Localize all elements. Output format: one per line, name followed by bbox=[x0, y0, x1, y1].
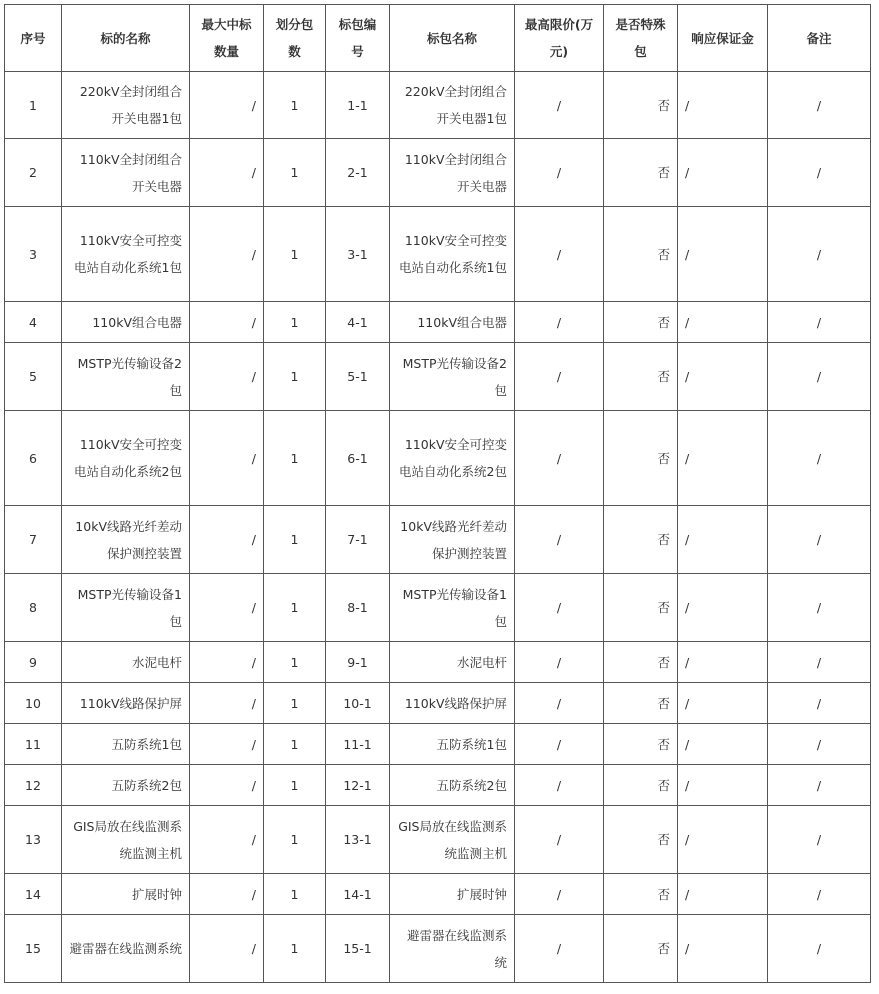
row-special-package-cell: 否 bbox=[604, 302, 678, 343]
row-remark-cell: / bbox=[768, 806, 871, 874]
table-row bbox=[5, 724, 871, 765]
row-special-package-cell: 否 bbox=[604, 343, 678, 411]
row-package-no-cell: 15-1 bbox=[326, 915, 390, 983]
row-price-limit-cell: / bbox=[515, 343, 604, 411]
row-seq-cell: 14 bbox=[5, 874, 62, 915]
row-price-limit-cell: / bbox=[515, 915, 604, 983]
row-seq-cell: 11 bbox=[5, 724, 62, 765]
row-package-count-cell: 1 bbox=[264, 411, 326, 506]
row-max-quantity-cell: / bbox=[190, 411, 264, 506]
row-package-count-cell: 1 bbox=[264, 302, 326, 343]
row-package-name-cell: 110kV安全可控变电站自动化系统2包 bbox=[390, 411, 515, 506]
row-price-limit-cell: / bbox=[515, 874, 604, 915]
row-package-no-cell: 3-1 bbox=[326, 207, 390, 302]
row-seq-cell: 3 bbox=[5, 207, 62, 302]
row-max-quantity-cell: / bbox=[190, 207, 264, 302]
table-row bbox=[5, 72, 871, 139]
row-seq-cell: 6 bbox=[5, 411, 62, 506]
row-seq-cell: 2 bbox=[5, 139, 62, 207]
row-price-limit-cell: / bbox=[515, 765, 604, 806]
table-row bbox=[5, 343, 871, 411]
row-special-package-cell: 否 bbox=[604, 139, 678, 207]
row-max-quantity-cell: / bbox=[190, 302, 264, 343]
row-package-name-cell: 五防系统2包 bbox=[390, 765, 515, 806]
table-row bbox=[5, 574, 871, 642]
row-package-name-cell: MSTP光传输设备1包 bbox=[390, 574, 515, 642]
row-package-name-cell: 扩展时钟 bbox=[390, 874, 515, 915]
row-item-name-cell: 110kV安全可控变电站自动化系统1包 bbox=[62, 207, 190, 302]
row-max-quantity-cell: / bbox=[190, 683, 264, 724]
row-remark-cell: / bbox=[768, 724, 871, 765]
row-remark-cell: / bbox=[768, 765, 871, 806]
row-package-count-cell: 1 bbox=[264, 765, 326, 806]
row-max-quantity-cell: / bbox=[190, 915, 264, 983]
header-package-count: 划分包数 bbox=[264, 5, 326, 72]
header-special-package: 是否特殊包 bbox=[604, 5, 678, 72]
row-package-count-cell: 1 bbox=[264, 642, 326, 683]
row-remark-cell: / bbox=[768, 874, 871, 915]
row-special-package-cell: 否 bbox=[604, 806, 678, 874]
row-item-name-cell: 五防系统2包 bbox=[62, 765, 190, 806]
row-price-limit-cell: / bbox=[515, 683, 604, 724]
row-price-limit-cell: / bbox=[515, 302, 604, 343]
header-seq: 序号 bbox=[5, 5, 62, 72]
row-item-name-cell: GIS局放在线监测系统监测主机 bbox=[62, 806, 190, 874]
row-max-quantity-cell: / bbox=[190, 343, 264, 411]
row-max-quantity-cell: / bbox=[190, 642, 264, 683]
row-seq-cell: 7 bbox=[5, 506, 62, 574]
table-row bbox=[5, 302, 871, 343]
row-deposit-cell: / bbox=[678, 343, 768, 411]
row-package-count-cell: 1 bbox=[264, 574, 326, 642]
row-deposit-cell: / bbox=[678, 765, 768, 806]
header-price-limit: 最高限价(万元) bbox=[515, 5, 604, 72]
row-special-package-cell: 否 bbox=[604, 683, 678, 724]
row-item-name-cell: 220kV全封闭组合开关电器1包 bbox=[62, 72, 190, 139]
row-remark-cell: / bbox=[768, 72, 871, 139]
row-item-name-cell: 五防系统1包 bbox=[62, 724, 190, 765]
row-max-quantity-cell: / bbox=[190, 139, 264, 207]
row-special-package-cell: 否 bbox=[604, 874, 678, 915]
row-item-name-cell: 110kV线路保护屏 bbox=[62, 683, 190, 724]
row-package-no-cell: 2-1 bbox=[326, 139, 390, 207]
row-deposit-cell: / bbox=[678, 915, 768, 983]
row-max-quantity-cell: / bbox=[190, 72, 264, 139]
row-package-name-cell: GIS局放在线监测系统监测主机 bbox=[390, 806, 515, 874]
header-package-name: 标包名称 bbox=[390, 5, 515, 72]
row-price-limit-cell: / bbox=[515, 506, 604, 574]
row-price-limit-cell: / bbox=[515, 642, 604, 683]
row-special-package-cell: 否 bbox=[604, 72, 678, 139]
row-package-no-cell: 10-1 bbox=[326, 683, 390, 724]
row-deposit-cell: / bbox=[678, 139, 768, 207]
row-special-package-cell: 否 bbox=[604, 915, 678, 983]
header-package-no: 标包编号 bbox=[326, 5, 390, 72]
row-deposit-cell: / bbox=[678, 72, 768, 139]
row-remark-cell: / bbox=[768, 574, 871, 642]
row-item-name-cell: 扩展时钟 bbox=[62, 874, 190, 915]
row-package-no-cell: 9-1 bbox=[326, 642, 390, 683]
row-deposit-cell: / bbox=[678, 642, 768, 683]
row-package-name-cell: 10kV线路光纤差动保护测控装置 bbox=[390, 506, 515, 574]
row-seq-cell: 13 bbox=[5, 806, 62, 874]
table-row bbox=[5, 506, 871, 574]
row-deposit-cell: / bbox=[678, 683, 768, 724]
row-remark-cell: / bbox=[768, 683, 871, 724]
row-item-name-cell: 避雷器在线监测系统 bbox=[62, 915, 190, 983]
row-remark-cell: / bbox=[768, 642, 871, 683]
table-row bbox=[5, 683, 871, 724]
row-special-package-cell: 否 bbox=[604, 642, 678, 683]
row-special-package-cell: 否 bbox=[604, 724, 678, 765]
row-deposit-cell: / bbox=[678, 806, 768, 874]
row-remark-cell: / bbox=[768, 411, 871, 506]
row-package-name-cell: 220kV全封闭组合开关电器1包 bbox=[390, 72, 515, 139]
row-deposit-cell: / bbox=[678, 506, 768, 574]
row-deposit-cell: / bbox=[678, 207, 768, 302]
row-package-count-cell: 1 bbox=[264, 806, 326, 874]
row-item-name-cell: 110kV组合电器 bbox=[62, 302, 190, 343]
row-special-package-cell: 否 bbox=[604, 574, 678, 642]
row-max-quantity-cell: / bbox=[190, 574, 264, 642]
row-special-package-cell: 否 bbox=[604, 411, 678, 506]
row-package-count-cell: 1 bbox=[264, 915, 326, 983]
table-container bbox=[4, 4, 871, 983]
row-package-name-cell: 110kV安全可控变电站自动化系统1包 bbox=[390, 207, 515, 302]
row-package-count-cell: 1 bbox=[264, 874, 326, 915]
row-package-no-cell: 5-1 bbox=[326, 343, 390, 411]
row-item-name-cell: 110kV全封闭组合开关电器 bbox=[62, 139, 190, 207]
table-body bbox=[5, 72, 871, 983]
row-price-limit-cell: / bbox=[515, 139, 604, 207]
row-seq-cell: 1 bbox=[5, 72, 62, 139]
row-deposit-cell: / bbox=[678, 302, 768, 343]
row-remark-cell: / bbox=[768, 343, 871, 411]
row-package-no-cell: 8-1 bbox=[326, 574, 390, 642]
row-deposit-cell: / bbox=[678, 724, 768, 765]
row-package-name-cell: 五防系统1包 bbox=[390, 724, 515, 765]
row-seq-cell: 8 bbox=[5, 574, 62, 642]
row-package-no-cell: 12-1 bbox=[326, 765, 390, 806]
row-remark-cell: / bbox=[768, 915, 871, 983]
row-remark-cell: / bbox=[768, 506, 871, 574]
row-max-quantity-cell: / bbox=[190, 874, 264, 915]
row-special-package-cell: 否 bbox=[604, 506, 678, 574]
table-row bbox=[5, 139, 871, 207]
row-package-no-cell: 11-1 bbox=[326, 724, 390, 765]
row-special-package-cell: 否 bbox=[604, 207, 678, 302]
row-package-name-cell: 水泥电杆 bbox=[390, 642, 515, 683]
table-row bbox=[5, 915, 871, 983]
row-seq-cell: 10 bbox=[5, 683, 62, 724]
row-package-count-cell: 1 bbox=[264, 506, 326, 574]
row-seq-cell: 9 bbox=[5, 642, 62, 683]
table-row bbox=[5, 411, 871, 506]
row-package-name-cell: 110kV全封闭组合开关电器 bbox=[390, 139, 515, 207]
row-item-name-cell: 10kV线路光纤差动保护测控装置 bbox=[62, 506, 190, 574]
row-price-limit-cell: / bbox=[515, 207, 604, 302]
row-item-name-cell: 110kV安全可控变电站自动化系统2包 bbox=[62, 411, 190, 506]
row-price-limit-cell: / bbox=[515, 72, 604, 139]
row-deposit-cell: / bbox=[678, 874, 768, 915]
header-max-quantity: 最大中标数量 bbox=[190, 5, 264, 72]
row-seq-cell: 5 bbox=[5, 343, 62, 411]
row-price-limit-cell: / bbox=[515, 411, 604, 506]
row-package-no-cell: 4-1 bbox=[326, 302, 390, 343]
row-seq-cell: 12 bbox=[5, 765, 62, 806]
row-package-count-cell: 1 bbox=[264, 683, 326, 724]
row-package-name-cell: MSTP光传输设备2包 bbox=[390, 343, 515, 411]
row-deposit-cell: / bbox=[678, 574, 768, 642]
header-remark: 备注 bbox=[768, 5, 871, 72]
row-package-name-cell: 110kV线路保护屏 bbox=[390, 683, 515, 724]
row-package-no-cell: 14-1 bbox=[326, 874, 390, 915]
row-seq-cell: 15 bbox=[5, 915, 62, 983]
row-price-limit-cell: / bbox=[515, 806, 604, 874]
row-remark-cell: / bbox=[768, 207, 871, 302]
header-item-name: 标的名称 bbox=[62, 5, 190, 72]
table-row bbox=[5, 642, 871, 683]
row-package-count-cell: 1 bbox=[264, 72, 326, 139]
row-package-count-cell: 1 bbox=[264, 343, 326, 411]
table-row bbox=[5, 806, 871, 874]
row-max-quantity-cell: / bbox=[190, 724, 264, 765]
row-package-name-cell: 避雷器在线监测系统 bbox=[390, 915, 515, 983]
row-package-count-cell: 1 bbox=[264, 139, 326, 207]
row-deposit-cell: / bbox=[678, 411, 768, 506]
row-remark-cell: / bbox=[768, 139, 871, 207]
row-item-name-cell: 水泥电杆 bbox=[62, 642, 190, 683]
row-package-no-cell: 13-1 bbox=[326, 806, 390, 874]
row-seq-cell: 4 bbox=[5, 302, 62, 343]
row-package-name-cell: 110kV组合电器 bbox=[390, 302, 515, 343]
row-max-quantity-cell: / bbox=[190, 506, 264, 574]
table-header-row bbox=[5, 5, 871, 72]
row-special-package-cell: 否 bbox=[604, 765, 678, 806]
table-row bbox=[5, 765, 871, 806]
table-row bbox=[5, 207, 871, 302]
row-item-name-cell: MSTP光传输设备1包 bbox=[62, 574, 190, 642]
row-item-name-cell: MSTP光传输设备2包 bbox=[62, 343, 190, 411]
header-deposit: 响应保证金 bbox=[678, 5, 768, 72]
row-price-limit-cell: / bbox=[515, 724, 604, 765]
row-package-no-cell: 1-1 bbox=[326, 72, 390, 139]
row-remark-cell: / bbox=[768, 302, 871, 343]
row-price-limit-cell: / bbox=[515, 574, 604, 642]
row-max-quantity-cell: / bbox=[190, 806, 264, 874]
row-max-quantity-cell: / bbox=[190, 765, 264, 806]
row-package-no-cell: 6-1 bbox=[326, 411, 390, 506]
row-package-count-cell: 1 bbox=[264, 724, 326, 765]
tender-package-table bbox=[4, 4, 871, 983]
row-package-no-cell: 7-1 bbox=[326, 506, 390, 574]
row-package-count-cell: 1 bbox=[264, 207, 326, 302]
table-row bbox=[5, 874, 871, 915]
